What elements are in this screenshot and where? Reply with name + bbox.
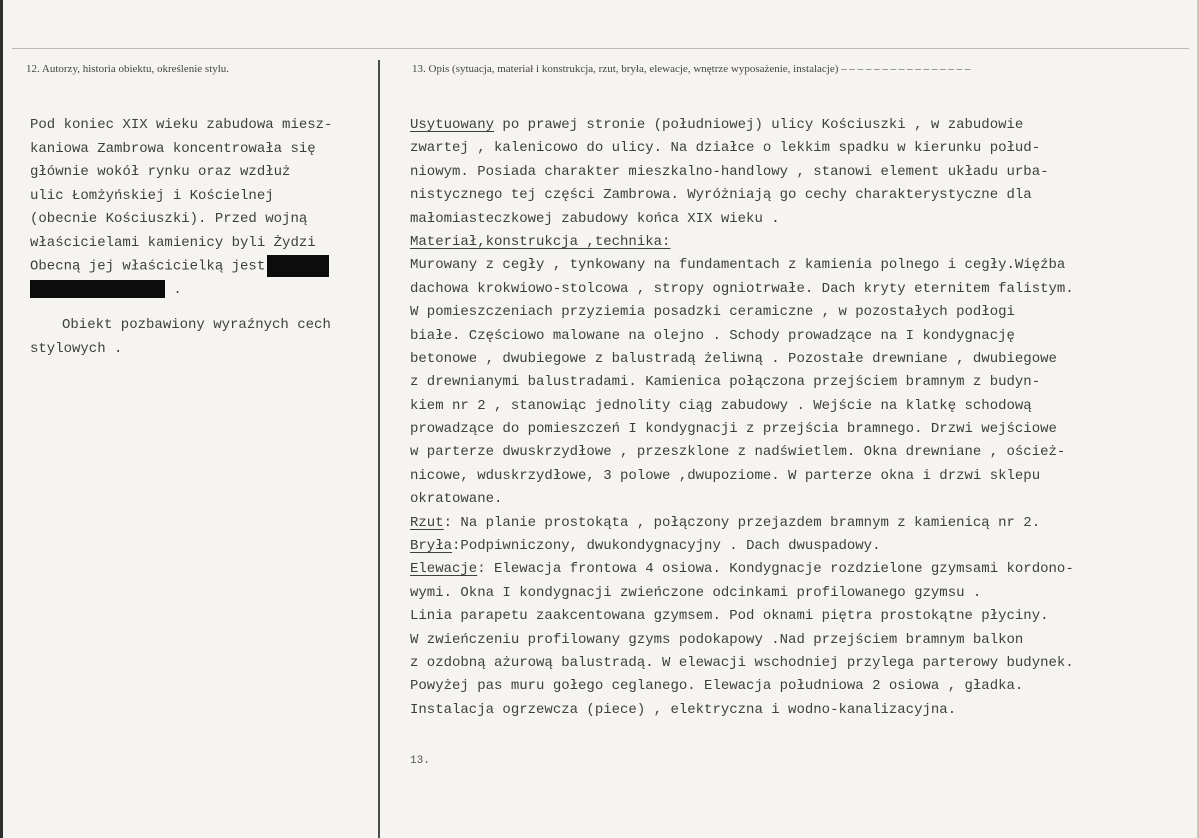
- owner-period: .: [173, 281, 182, 298]
- owner-text: Obecną jej właścicielką jest: [30, 258, 266, 275]
- material-label: Materiał,konstrukcja ,technika:: [410, 233, 671, 250]
- elevations-label: Elewacje: [410, 561, 478, 578]
- description-line: Murowany z cegły , tynkowany na fundamentach z kamienia polnego i cegły.Więźba: [410, 257, 1066, 274]
- description-line: białe. Częściowo malowane na olejno . Schody prowadzące na I kondygnację: [410, 327, 1015, 344]
- history-line-owner: [30, 255, 375, 279]
- style-paragraph: [30, 314, 375, 361]
- top-rule: [12, 48, 1189, 49]
- description-text: :Podpiwniczony, dwukondygnacyjny . Dach dwuspadowy.: [452, 538, 881, 555]
- description-line: [410, 114, 1190, 137]
- situation-label: Usytuowany: [410, 117, 495, 133]
- history-line: (obecnie Kościuszki). Przed wojną: [30, 211, 308, 227]
- description-line: okratowane.: [410, 491, 503, 508]
- description-line: W pomieszczeniach przyziemia posadzki ceramiczne , w pozostałych podłogi: [410, 304, 1015, 321]
- description-line: prowadzące do pomieszczeń I kondygnacji z przejścia bramnego. Drzwi wejściowe: [410, 421, 1057, 438]
- description-line: W zwieńczeniu profilowany gzyms podokapowy .Nad przejściem bramnym balkon: [410, 631, 1024, 648]
- redaction-bar: [267, 255, 329, 277]
- description-line: [410, 512, 1190, 535]
- column-divider: [378, 60, 380, 838]
- description-column: [410, 114, 1190, 722]
- description-line: nicowe, wduskrzydłowe, 3 polowe ,dwupoziome. W parterze okna i drzwi sklepu: [410, 467, 1041, 484]
- massing-label: Bryła: [410, 538, 453, 555]
- description-line: [410, 535, 1190, 558]
- description-line: Powyżej pas muru gołego ceglanego. Elewacja południowa 2 osiowa , gładka.: [410, 678, 1024, 695]
- description-text: po prawej stronie (południowej) ulicy Kościuszki , w zabudowie: [494, 117, 1024, 133]
- history-line: głównie wokół rynku oraz wzdłuż: [30, 164, 291, 180]
- description-line: nistycznego tej części Zambrowa. Wyróżniają go cechy charakterystyczne dla: [410, 187, 1032, 204]
- style-line: stylowych .: [30, 340, 123, 357]
- redaction-bar: [30, 280, 165, 298]
- description-line: z drewnianymi balustradami. Kamienica połączona przejściem bramnym z budyn-: [410, 374, 1041, 391]
- description-text: : Na planie prostokąta , połączony przejazdem bramnym z kamienicą nr 2.: [443, 514, 1041, 531]
- description-line: betonowe , dwubiegowe z balustradą żeliwną . Pozostałe drewniane , dwubiegowe: [410, 350, 1057, 367]
- history-line: ulic Łomżyńskiej i Kościelnej: [30, 187, 274, 204]
- page-edge-left: [0, 0, 3, 838]
- description-line: Instalacja ogrzewcza (piece) , elektryczna i wodno-kanalizacyjna.: [410, 701, 957, 718]
- description-line: w parterze dwuskrzydłowe , przeszklone z nadświetlem. Okna drewniane , oścież-: [410, 444, 1066, 461]
- plan-label: Rzut: [410, 514, 444, 531]
- section-13-header: 13. Opis (sytuacja, materiał i konstrukcja, rzut, bryła, elewacje, wnętrze wyposażenie, instalacje) – – – – – – – – – – – – – – – –: [412, 63, 971, 75]
- history-line-owner-cont: [30, 279, 375, 303]
- history-line: właścicielami kamienicy byli Żydzi: [30, 234, 316, 251]
- history-line: kaniowa Zambrowa koncentrowała się: [30, 140, 316, 157]
- footnote-mark: 13.: [410, 755, 430, 767]
- style-line: Obiekt pozbawiony wyraźnych cech: [62, 317, 331, 333]
- description-line: zwartej , kalenicowo do ulicy. Na działce o lekkim spadku w kierunku połud-: [410, 140, 1041, 157]
- description-line: [410, 558, 1190, 581]
- description-text: : Elewacja frontowa 4 osiowa. Kondygnacje rozdzielone gzymsami kordono-: [477, 561, 1074, 578]
- description-line: niowym. Posiada charakter mieszkalno-handlowy , stanowi element układu urba-: [410, 163, 1049, 180]
- description-line: Linia parapetu zaakcentowana gzymsem. Pod oknami piętra prostokątne płyciny.: [410, 608, 1049, 625]
- description-line: dachowa krokwiowo-stolcowa , stropy ogniotrwałe. Dach kryty eternitem falistym.: [410, 280, 1074, 297]
- description-line: wymi. Okna I kondygnacji zwieńczone odcinkami profilowanego gzymsu .: [410, 584, 982, 601]
- description-line: małomiasteczkowej zabudowy końca XIX wieku .: [410, 210, 780, 227]
- history-line: Pod koniec XIX wieku zabudowa miesz-: [30, 117, 333, 133]
- description-line: z ozdobną ażurową balustradą. W elewacji wschodniej przylega parterowy budynek.: [410, 654, 1074, 671]
- description-line: kiem nr 2 , stanowiąc jednolity ciąg zabudowy . Wejście na klatkę schodową: [410, 397, 1032, 414]
- section-12-header: 12. Autorzy, historia obiektu, określenie stylu.: [26, 63, 230, 75]
- history-column: [30, 114, 375, 361]
